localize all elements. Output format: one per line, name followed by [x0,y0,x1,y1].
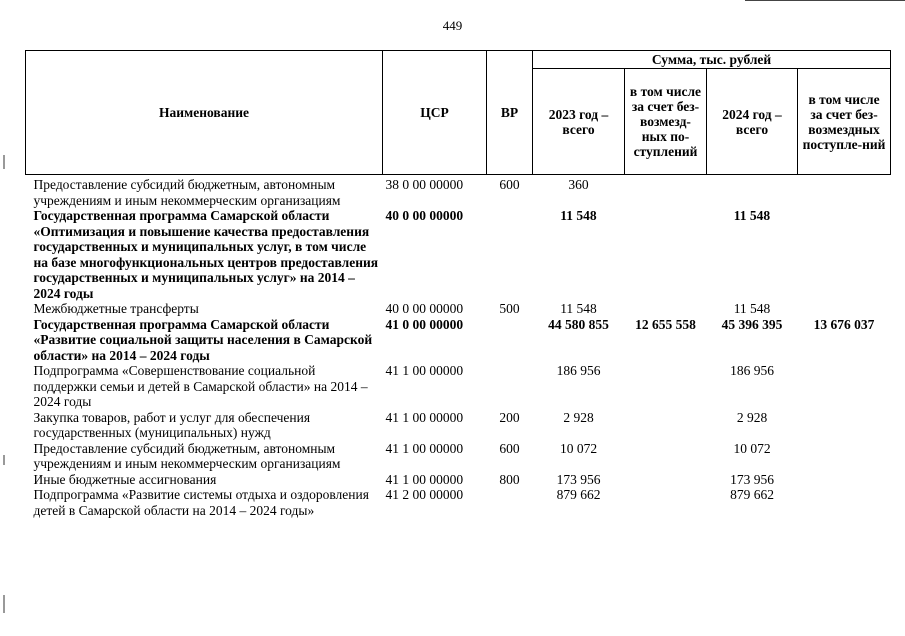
header-2023-total: 2023 год – всего [533,69,625,175]
row-2024-total: 11 548 [733,208,771,223]
row-name: Подпрограмма «Развитие системы отдыха и оздоровления детей в Самарской области на 2014 – 2024 годы» [33,487,369,518]
table-row [26,175,891,209]
scan-artifact [3,455,5,465]
row-2023-gratis [625,208,707,301]
row-vr: 600 [499,440,520,456]
row-2024-total: 11 548 [733,301,771,316]
row-2024-gratis [798,441,891,472]
row-csr: 41 1 00 00000 [385,363,464,378]
row-csr: 41 1 00 00000 [385,440,464,456]
row-2024-total: 45 396 395 [721,316,783,332]
row-2023-gratis [625,363,707,410]
row-2024-gratis [798,487,891,518]
row-2024-gratis [798,363,891,410]
row-2024-gratis [798,472,891,488]
row-2024-gratis [798,410,891,441]
table-row [26,472,891,488]
row-2024-total: 186 956 [730,363,774,378]
row-2024-total: 173 956 [730,471,774,487]
header-2023-gratis: в том числе за счет без-возмезд-ных по-ступлений [625,69,707,175]
row-name: Подпрограмма «Совершенствование социальной поддержки семьи и детей в Самарской области» на 2014 – 2024 годы [33,363,368,409]
row-2023-total: 11 548 [560,301,597,316]
row-name: Государственная программа Самарской области «Развитие социальной защиты населения в Самарской области» на 2014 – 2024 годы [33,316,373,363]
row-2023-total: 11 548 [560,208,597,223]
row-2023-total: 879 662 [556,487,601,502]
row-2023-gratis [625,175,707,209]
table-row [26,363,891,410]
row-2023-gratis [625,487,707,518]
header-2024-total: 2024 год – всего [707,69,798,175]
row-name: Предоставление субсидий бюджетным, автономным учреждениям и иным некоммерческим организациям [33,440,341,471]
row-2024-gratis [798,301,891,317]
row-name: Иные бюджетные ассигнования [33,471,217,487]
row-vr [487,487,533,518]
row-csr: 41 0 00 00000 [385,316,464,332]
row-2023-gratis [625,472,707,488]
scan-edge-line [745,0,905,1]
row-name: Закупка товаров, работ и услуг для обеспечения государственных (муниципальных) нужд [33,409,311,440]
table-row [26,208,891,301]
row-2024-gratis [798,175,891,209]
table-row [26,410,891,441]
page-number: 449 [442,18,463,33]
row-name: Межбюджетные трансферты [33,301,199,316]
row-name: Государственная программа Самарской области «Оптимизация и повышение качества предоставления государственных и муниципальных услуг, в том числе на базе многофункциональных центров предоставления государственных и муниципальных услуг» на 2014 – 2024 годы [33,208,379,301]
row-2024-total [707,175,798,209]
row-2023-total: 10 072 [559,440,598,456]
row-2023-gratis: 12 655 558 [635,316,696,332]
budget-table [25,50,891,518]
row-csr: 38 0 00 00000 [385,177,464,192]
row-2023-gratis [625,410,707,441]
row-vr: 200 [499,409,520,425]
header-csr: ЦСР [383,51,487,175]
scan-artifact [3,155,5,169]
row-csr: 40 0 00 00000 [385,301,464,316]
table-body [26,175,891,519]
header-sum-group: Сумма, тыс. рублей [533,51,891,69]
row-2024-total: 2 928 [736,409,768,425]
table-row [26,441,891,472]
header-vr: ВР [487,51,533,175]
row-2024-gratis: 13 676 037 [813,316,875,332]
row-vr: 600 [499,177,520,192]
table-header [26,51,891,175]
row-csr: 41 1 00 00000 [385,471,464,487]
row-vr [487,363,533,410]
row-2024-total: 879 662 [730,487,774,502]
row-vr [487,317,533,364]
row-vr: 500 [499,301,520,316]
row-csr: 41 2 00 00000 [385,487,464,502]
row-2023-gratis [625,441,707,472]
row-vr [487,208,533,301]
table-row [26,487,891,518]
row-2023-total: 2 928 [563,409,594,425]
row-2024-total: 10 072 [733,440,771,456]
row-2023-total: 173 956 [556,471,601,487]
table-row [26,301,891,317]
header-2024-gratis: в том числе за счет без-возмездных поступле-ний [798,69,891,175]
row-csr: 41 1 00 00000 [385,409,464,425]
row-2024-gratis [798,208,891,301]
row-2023-gratis [625,301,707,317]
row-name: Предоставление субсидий бюджетным, автономным учреждениям и иным некоммерческим организациям [33,177,341,208]
scan-artifact [3,595,5,613]
row-csr: 40 0 00 00000 [385,208,464,223]
row-2023-total: 186 956 [556,363,601,378]
table-row [26,317,891,364]
row-2023-total: 360 [568,177,589,192]
header-name: Наименование [26,51,383,175]
row-vr: 800 [499,471,520,487]
row-2023-total: 44 580 855 [548,316,609,332]
